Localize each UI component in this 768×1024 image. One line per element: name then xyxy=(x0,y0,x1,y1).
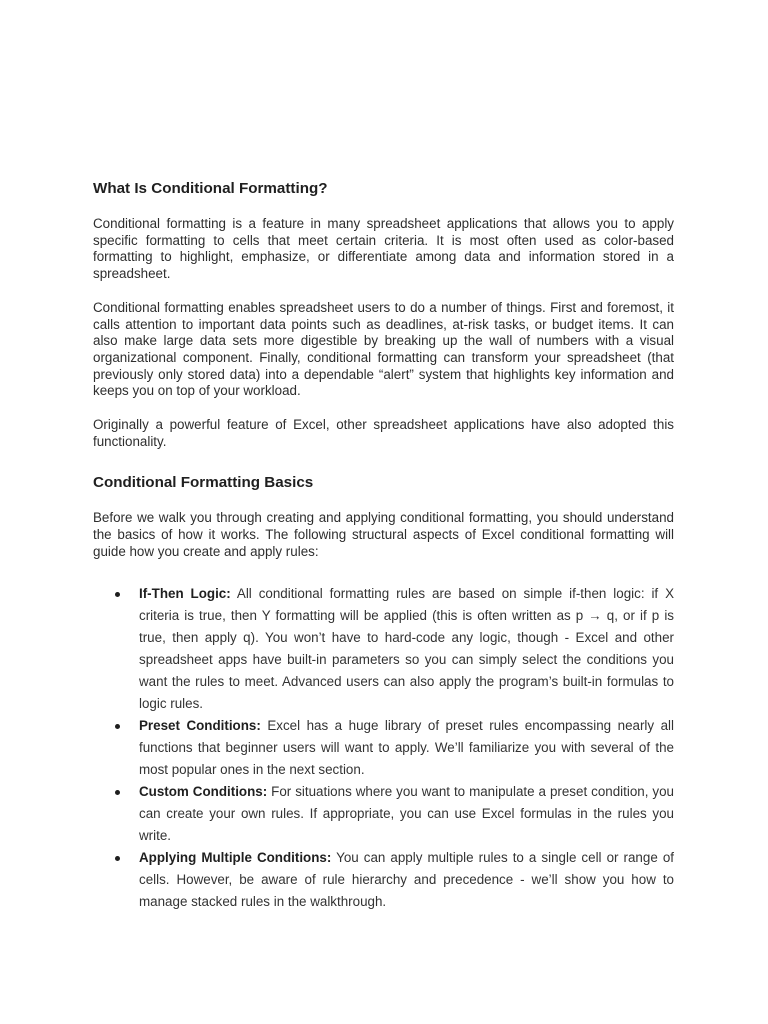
paragraph-definition: Conditional formatting is a feature in many spreadsheet applications that allows you to apply specific formatting to cells that meet certain criteria. It is most often used as color-based formatting to highlight, emphasize, or differentiate among data and information stored in a spreadsheet. xyxy=(93,216,674,282)
heading-what-is-conditional-formatting: What Is Conditional Formatting? xyxy=(93,180,328,197)
list-item-text: All conditional formatting rules are based on simple if-then logic: if X criteria is true, then Y formatting will be applied (this is often written as p → q, or if p is true, then apply q). You won’t have to hard-code any logic, though - Excel and other spreadsheet apps have built-in parameters so you can simply select the conditions you want the rules to meet. Advanced users can also apply the program’s built-in formulas to logic rules. xyxy=(139,585,675,711)
bullet-dot-icon xyxy=(115,592,120,597)
bullet-dot-icon xyxy=(115,790,120,795)
heading-conditional-formatting-basics: Conditional Formatting Basics xyxy=(93,474,314,492)
bullet-list xyxy=(93,583,674,913)
paragraph-benefits: Conditional formatting enables spreadsheet users to do a number of things. First and foremost, it calls attention to important data points such as deadlines, at-risk tasks, or budget items. It can also make large data sets more digestible by breaking up the wall of numbers with a visual organizational component. Finally, conditional formatting can transform your spreadsheet (that previously only stored data) into a dependable “alert” system that highlights key information and keeps you on top of your workload. xyxy=(93,299,674,399)
list-item xyxy=(93,583,674,715)
bullet-dot-icon xyxy=(115,856,120,861)
list-item-term: If-Then Logic: xyxy=(139,585,231,601)
list-item-term: Preset Conditions: xyxy=(139,717,261,733)
bullet-dot-icon xyxy=(115,724,120,729)
list-item-text: Excel has a huge library of preset rules encompassing nearly all functions that beginner users will want to apply. We’ll familiarize you with several of the most popular ones in the next section. xyxy=(139,717,674,777)
paragraph-origin: Originally a powerful feature of Excel, other spreadsheet applications have also adopted this functionality. xyxy=(93,417,674,449)
list-item-text: For situations where you want to manipulate a preset condition, you can create your own rules. If appropriate, you can use Excel formulas in the rules you write. xyxy=(139,783,675,843)
paragraph-basics-intro: Before we walk you through creating and applying conditional formatting, you should understand the basics of how it works. The following structural aspects of Excel conditional formatting will guide how you create and apply rules: xyxy=(93,510,674,559)
list-item-term: Applying Multiple Conditions: xyxy=(139,849,332,865)
list-item xyxy=(93,781,674,847)
list-item xyxy=(93,715,674,781)
list-item-term: Custom Conditions: xyxy=(139,783,268,799)
list-item xyxy=(93,847,674,913)
list-item-text: You can apply multiple rules to a single cell or range of cells. However, be aware of rule hierarchy and precedence - we’ll show you how to manage stacked rules in the walkthrough. xyxy=(139,849,674,909)
document-page xyxy=(93,180,674,913)
